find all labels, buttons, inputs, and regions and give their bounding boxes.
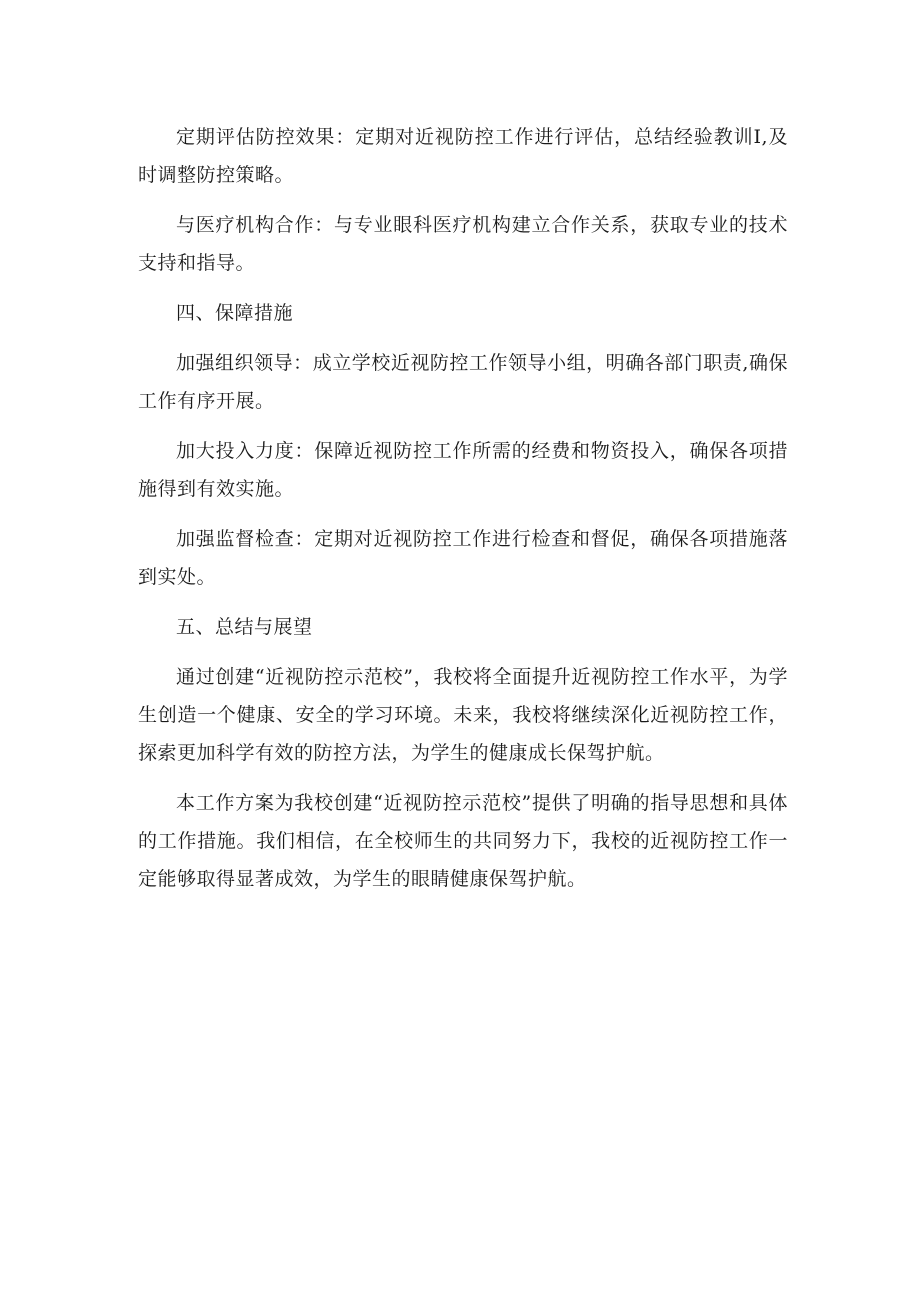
paragraph-summary: 通过创建“近视防控示范校”，我校将全面提升近视防控工作水平，为学生创造一个健康、安全的学习环境。未来，我校将继续深化近视防控工作，探索更加科学有效的防控方法，为学生的健康成长保驾护航。 bbox=[138, 666, 788, 764]
document-body bbox=[138, 118, 788, 910]
paragraph-supervision-inspection: 加强监督检查：定期对近视防控工作进行检查和督促，确保各项措施落到实处。 bbox=[138, 528, 788, 588]
paragraph-organization-leadership: 加强组织领导：成立学校近视防控工作领导小组，明确各部门职责,确保工作有序开展。 bbox=[138, 352, 788, 412]
paragraph-increase-investment: 加大投入力度：保障近视防控工作所需的经费和物资投入，确保各项措施得到有效实施。 bbox=[138, 440, 788, 500]
paragraph-conclusion: 本工作方案为我校创建“近视防控示范校”提供了明确的指导思想和具体的工作措施。我们相信，在全校师生的共同努力下，我校的近视防控工作一定能够取得显著成效，为学生的眼睛健康保驾护航。 bbox=[138, 792, 788, 890]
paragraph-evaluate-effect: 定期评估防控效果：定期对近视防控工作进行评估，总结经验教训I,及时调整防控策略。 bbox=[138, 126, 788, 186]
paragraph-medical-cooperation: 与医疗机构合作：与专业眼科医疗机构建立合作关系，获取专业的技术支持和指导。 bbox=[138, 214, 788, 274]
section-heading-summary-outlook: 五、总结与展望 bbox=[176, 616, 313, 638]
section-heading-safeguards: 四、保障措施 bbox=[176, 302, 294, 324]
